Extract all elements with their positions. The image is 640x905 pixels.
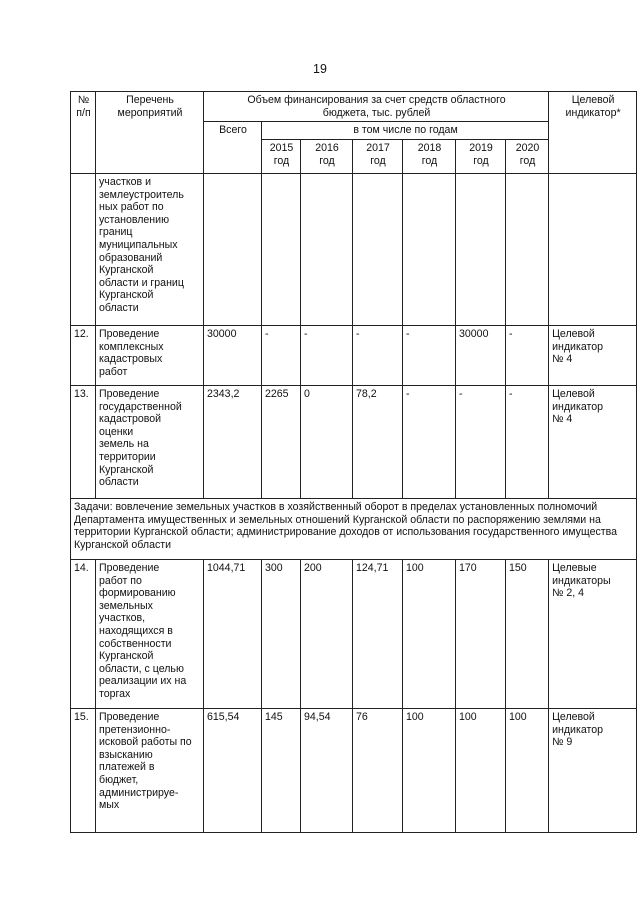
row-indicator: Целевые индикаторы № 2, 4 — [549, 560, 637, 709]
header-year-2019: 2019 год — [456, 140, 506, 174]
row-2019 — [456, 174, 506, 326]
page-number: 19 — [313, 62, 327, 76]
tasks-row — [71, 499, 637, 560]
row-2020: - — [506, 326, 549, 386]
row-activity: участков и землеустроитель ных работ по установлению границ муниципальных образований Курганской области и границ Курганской области — [96, 174, 204, 326]
tasks-text: Задачи: вовлечение земельных участков в хозяйственный оборот в пределах установленных полномочий Департамента имущественных и земельных отношений Курганской области по распоряжению землями на территории Курганской области; администрирование доходов от использования государственного имущества Курганской области — [71, 499, 637, 560]
row-2016: - — [301, 326, 353, 386]
row-2017: 124,71 — [353, 560, 403, 709]
row-2020: 100 — [506, 709, 549, 833]
row-2015: 2265 — [262, 386, 301, 499]
table-row — [71, 560, 637, 709]
row-2016 — [301, 174, 353, 326]
row-2020: - — [506, 386, 549, 499]
header-year-2018: 2018 год — [403, 140, 456, 174]
table-row — [71, 174, 637, 326]
header-year-2020: 2020 год — [506, 140, 549, 174]
row-num: 14. — [71, 560, 96, 709]
table-row — [71, 386, 637, 499]
row-2019: 30000 — [456, 326, 506, 386]
header-num: № п/п — [71, 92, 96, 174]
row-2018: 100 — [403, 709, 456, 833]
row-2020 — [506, 174, 549, 326]
row-2016: 94,54 — [301, 709, 353, 833]
row-activity: Проведение комплексных кадастровых работ — [96, 326, 204, 386]
header-activities: Перечень мероприятий — [96, 92, 204, 174]
header-year-2017: 2017 год — [353, 140, 403, 174]
row-2019: 100 — [456, 709, 506, 833]
row-total: 1044,71 — [204, 560, 262, 709]
row-num: 13. — [71, 386, 96, 499]
header-indicator: Целевой индикатор* — [549, 92, 637, 174]
row-indicator: Целевой индикатор № 4 — [549, 386, 637, 499]
row-2017 — [353, 174, 403, 326]
row-2015: 300 — [262, 560, 301, 709]
header-financing: Объем финансирования за счет средств областного бюджета, тыс. рублей — [204, 92, 549, 122]
table-row — [71, 709, 637, 833]
row-indicator: Целевой индикатор № 4 — [549, 326, 637, 386]
header-year-2015: 2015 год — [262, 140, 301, 174]
row-2017: - — [353, 326, 403, 386]
header-row-1 — [71, 92, 637, 122]
row-2019: - — [456, 386, 506, 499]
row-2020: 150 — [506, 560, 549, 709]
row-num: 15. — [71, 709, 96, 833]
row-total: 615,54 — [204, 709, 262, 833]
row-2016: 0 — [301, 386, 353, 499]
row-2018: - — [403, 326, 456, 386]
header-year-2016: 2016 год — [301, 140, 353, 174]
row-activity: Проведение работ по формированию земельных участков, находящихся в собственности Курганской области, с целью реализации их на торгах — [96, 560, 204, 709]
row-num — [71, 174, 96, 326]
row-2019: 170 — [456, 560, 506, 709]
financing-table — [70, 91, 637, 833]
row-total — [204, 174, 262, 326]
row-indicator — [549, 174, 637, 326]
header-by-years: в том числе по годам — [262, 122, 549, 140]
row-2016: 200 — [301, 560, 353, 709]
row-2015: 145 — [262, 709, 301, 833]
row-2015: - — [262, 326, 301, 386]
row-indicator: Целевой индикатор № 9 — [549, 709, 637, 833]
row-2017: 76 — [353, 709, 403, 833]
row-activity: Проведение претензионно- исковой работы по взысканию платежей в бюджет, администрируе- мых — [96, 709, 204, 833]
row-activity: Проведение государственной кадастровой оценки земель на территории Курганской области — [96, 386, 204, 499]
row-total: 2343,2 — [204, 386, 262, 499]
row-2018: - — [403, 386, 456, 499]
row-2017: 78,2 — [353, 386, 403, 499]
row-2015 — [262, 174, 301, 326]
row-2018 — [403, 174, 456, 326]
row-num: 12. — [71, 326, 96, 386]
row-2018: 100 — [403, 560, 456, 709]
table-row — [71, 326, 637, 386]
header-total: Всего — [204, 122, 262, 174]
row-total: 30000 — [204, 326, 262, 386]
